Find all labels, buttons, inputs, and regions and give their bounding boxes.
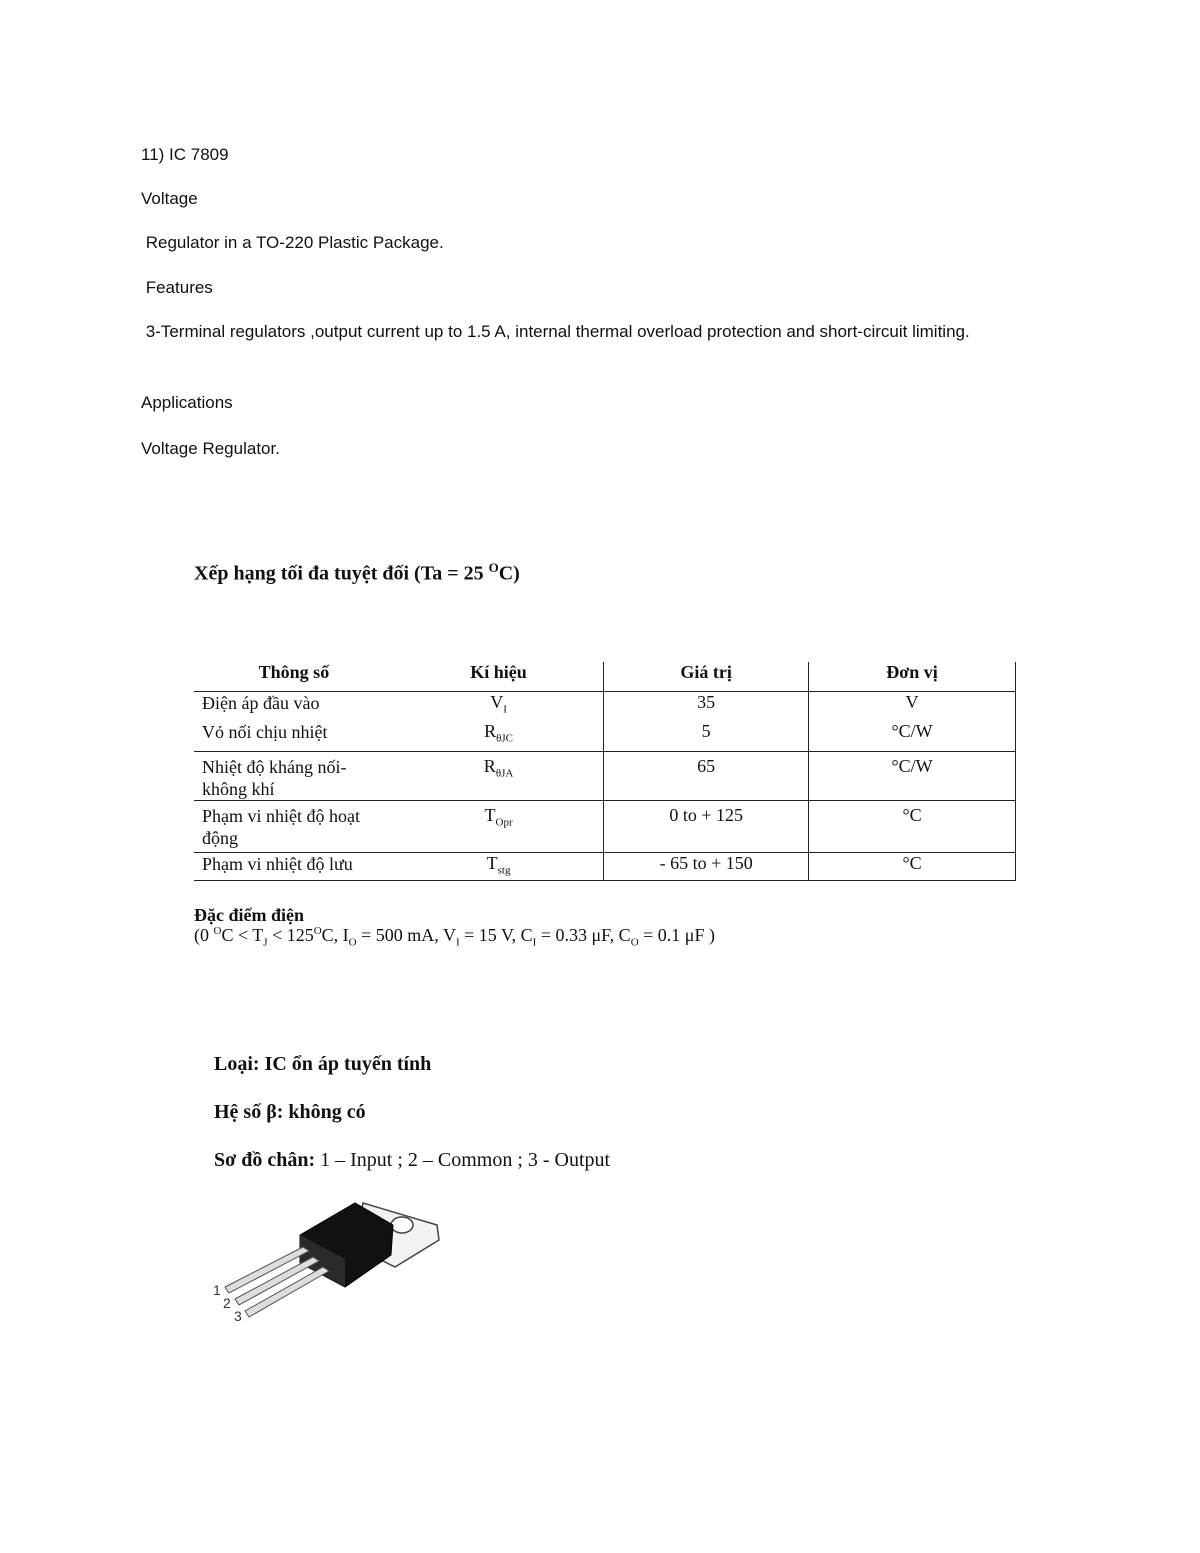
header-value: Giá trị bbox=[604, 662, 809, 692]
table-row: Vỏ nối chịu nhiệt $R_{\theta JC}$ 5 °C/W bbox=[194, 721, 1016, 752]
ic-type-line: Loại: IC ổn áp tuyến tính bbox=[214, 1053, 432, 1075]
features-text: 3-Terminal regulators ,output current up to 1.5 A, internal thermal overload protection and short-circuit limiting. bbox=[141, 322, 970, 341]
pin-label-2: 2 bbox=[223, 1295, 231, 1311]
table-row: Phạm vi nhiệt độ hoạt động $T_{Opr}$ 0 to + 125 °C bbox=[194, 801, 1016, 853]
characteristics-conditions: (0 $^OC < T_J < 125^OC$, $I_O = 500$ mA, $V_I = 15$ V, $C_I = 0.33$ μF, $C_O = 0.1$ μF ) bbox=[194, 925, 715, 949]
ic-title: 11) IC 7809 bbox=[141, 145, 229, 164]
pinout-line: Sơ đồ chân: 1 – Input ; 2 – Common ; 3 - Output bbox=[214, 1149, 611, 1171]
to220-package-image bbox=[205, 1195, 450, 1330]
characteristics-title: Đặc điểm điện bbox=[194, 905, 304, 925]
package-leads bbox=[225, 1247, 329, 1317]
pin-label-3: 3 bbox=[234, 1308, 242, 1324]
ratings-title: Xếp hạng tối đa tuyệt đối (Ta = 25 $^O$C) bbox=[194, 560, 520, 585]
mounting-hole bbox=[391, 1217, 413, 1233]
applications-text: Voltage Regulator. bbox=[141, 439, 280, 458]
header-param: Thông số bbox=[194, 662, 394, 692]
table-row: Phạm vi nhiệt độ lưu $T_{stg}$ - 65 to + 150 °C bbox=[194, 853, 1016, 881]
intro-line-voltage: Voltage bbox=[141, 189, 198, 208]
intro-line-package: Regulator in a TO-220 Plastic Package. bbox=[141, 233, 444, 252]
table-header-row bbox=[194, 662, 1016, 692]
ratings-table bbox=[194, 662, 1016, 881]
header-unit: Đơn vị bbox=[809, 662, 1016, 692]
header-symbol: Kí hiệu bbox=[394, 662, 604, 692]
table-row: Nhiệt độ kháng nối-không khí $R_{\theta JA}$ 65 °C/W bbox=[194, 752, 1016, 801]
beta-line: Hệ số β: không có bbox=[214, 1101, 366, 1123]
table-row: Điện áp đầu vào $V_I$ 35 V bbox=[194, 692, 1016, 721]
features-heading: Features bbox=[141, 278, 213, 297]
pin-label-1: 1 bbox=[213, 1282, 221, 1298]
applications-heading: Applications bbox=[141, 393, 233, 412]
